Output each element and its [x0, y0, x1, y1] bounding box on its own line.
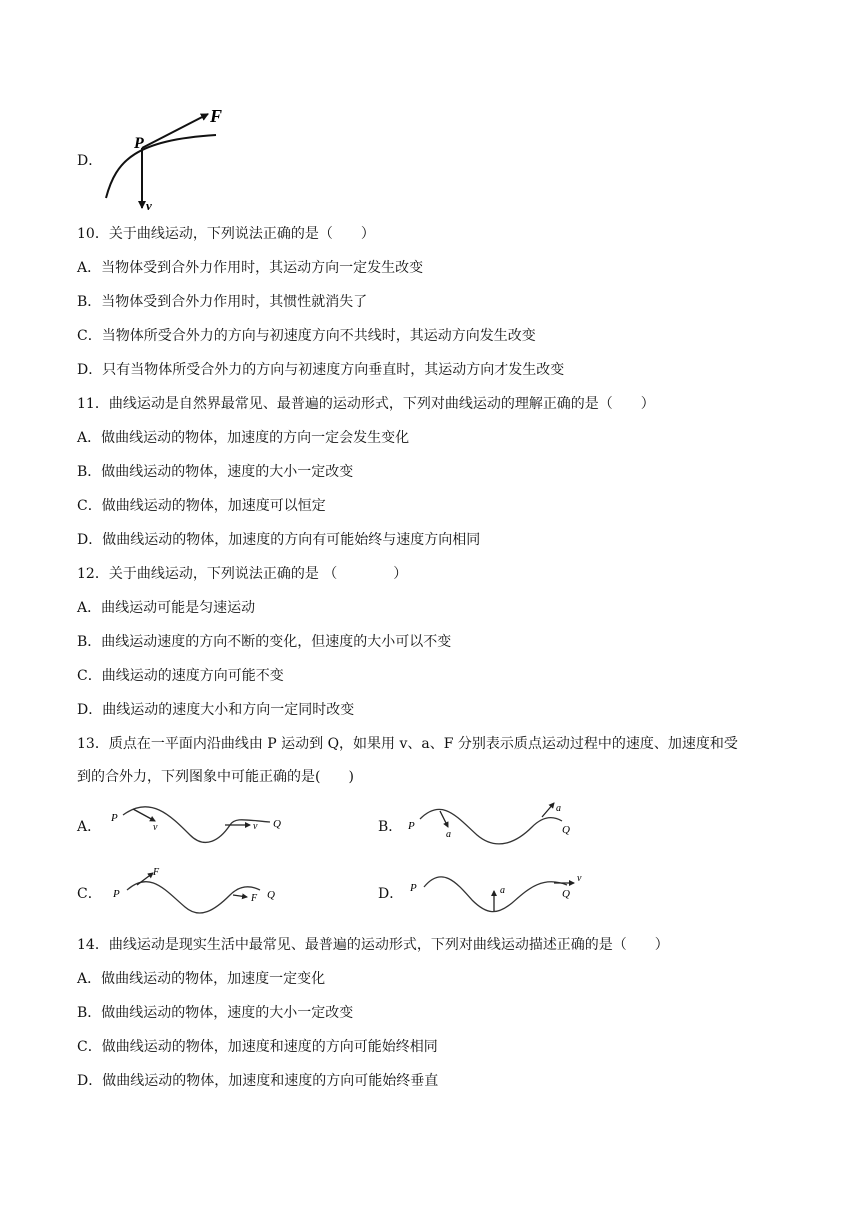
- q13-option-c-figure: [105, 865, 290, 925]
- q10-option-c: C．当物体所受合外力的方向与初速度方向不共线时，其运动方向发生改变: [77, 328, 536, 344]
- force-label-2: F: [251, 893, 258, 904]
- q12-option-c: C．曲线运动的速度方向可能不变: [77, 668, 284, 684]
- q11-option-d: D．做曲线运动的物体，加速度的方向有可能始终与速度方向相同: [77, 532, 481, 548]
- velocity-label-1: v: [153, 822, 158, 833]
- q11-option-a: A．做曲线运动的物体，加速度的方向一定会发生变化: [77, 430, 410, 446]
- q14-option-c: C．做曲线运动的物体，加速度和速度的方向可能始终相同: [77, 1039, 438, 1055]
- point-q-label: Q: [562, 824, 570, 836]
- q12-stem: 12．关于曲线运动，下列说法正确的是 （ ）: [77, 566, 408, 582]
- force-label-1: F: [153, 867, 160, 878]
- force-arrow-1: [137, 873, 153, 885]
- point-p-label: P: [111, 812, 118, 824]
- acceleration-label-2: a: [556, 803, 561, 814]
- q13-option-d-figure: [402, 865, 587, 925]
- q10-option-d: D．只有当物体所受合外力的方向与初速度方向垂直时，其运动方向才发生改变: [77, 362, 565, 378]
- q10-option-b: B．当物体受到合外力作用时，其惯性就消失了: [77, 294, 368, 310]
- q13-option-d-label: D．: [378, 886, 404, 902]
- point-p-label: P: [408, 820, 415, 832]
- velocity-label-2: v: [253, 821, 258, 832]
- force-arrow-2: [233, 895, 247, 897]
- point-q-label: Q: [562, 888, 570, 900]
- q13-option-a-figure: [105, 795, 290, 855]
- point-p-label: P: [113, 888, 120, 900]
- acceleration-label-1: a: [446, 829, 451, 840]
- acceleration-arrow-1: [440, 811, 448, 827]
- q11-option-c: C．做曲线运动的物体，加速度可以恒定: [77, 498, 326, 514]
- q13-option-b-figure: [402, 797, 587, 857]
- point-q-label: Q: [273, 818, 281, 830]
- velocity-arrow-1: [133, 809, 155, 821]
- force-label: F: [210, 106, 223, 126]
- q10-stem: 10．关于曲线运动，下列说法正确的是（ ）: [77, 226, 375, 242]
- q14-option-d: D．做曲线运动的物体，加速度和速度的方向可能始终垂直: [77, 1073, 439, 1089]
- trajectory-curve: [106, 135, 216, 198]
- velocity-label: v: [146, 198, 152, 213]
- q9-option-d-label: D．: [77, 153, 103, 169]
- velocity-label: v: [577, 873, 582, 884]
- q10-option-a: A．当物体受到合外力作用时，其运动方向一定发生改变: [77, 260, 424, 276]
- q12-option-a: A．曲线运动可能是匀速运动: [77, 600, 256, 616]
- q14-stem: 14．曲线运动是现实生活中最常见、最普遍的运动形式，下列对曲线运动描述正确的是（ ）: [77, 937, 669, 953]
- q11-stem: 11．曲线运动是自然界最常见、最普遍的运动形式，下列对曲线运动的理解正确的是（ ）: [77, 396, 655, 412]
- q13-option-b-label: B．: [378, 819, 403, 835]
- q13-option-a-label: A．: [77, 819, 102, 835]
- point-q-label: Q: [267, 889, 275, 901]
- trajectory-curve: [424, 877, 567, 912]
- q14-option-b: B．做曲线运动的物体，速度的大小一定改变: [77, 1005, 354, 1021]
- force-arrow: [142, 114, 208, 148]
- acceleration-label: a: [500, 885, 505, 896]
- acceleration-arrow-2: [542, 803, 554, 817]
- point-p-label: P: [410, 882, 417, 894]
- trajectory-curve: [127, 882, 260, 913]
- q9-option-d-figure: [96, 100, 236, 215]
- q13-stem-line1: 13．质点在一平面内沿曲线由 P 运动到 Q，如果用 v、a、F 分别表示质点运动过程中的速度、加速度和受: [77, 736, 738, 752]
- q12-option-d: D．曲线运动的速度大小和方向一定同时改变: [77, 702, 355, 718]
- q11-option-b: B．做曲线运动的物体，速度的大小一定改变: [77, 464, 354, 480]
- q12-option-b: B．曲线运动速度的方向不断的变化，但速度的大小可以不变: [77, 634, 452, 650]
- q13-stem-line2: 到的合外力，下列图象中可能正确的是( ): [77, 769, 354, 785]
- point-p-label: P: [134, 135, 144, 152]
- q13-option-c-label: C．: [77, 886, 102, 902]
- q14-option-a: A．做曲线运动的物体，加速度一定变化: [77, 971, 326, 987]
